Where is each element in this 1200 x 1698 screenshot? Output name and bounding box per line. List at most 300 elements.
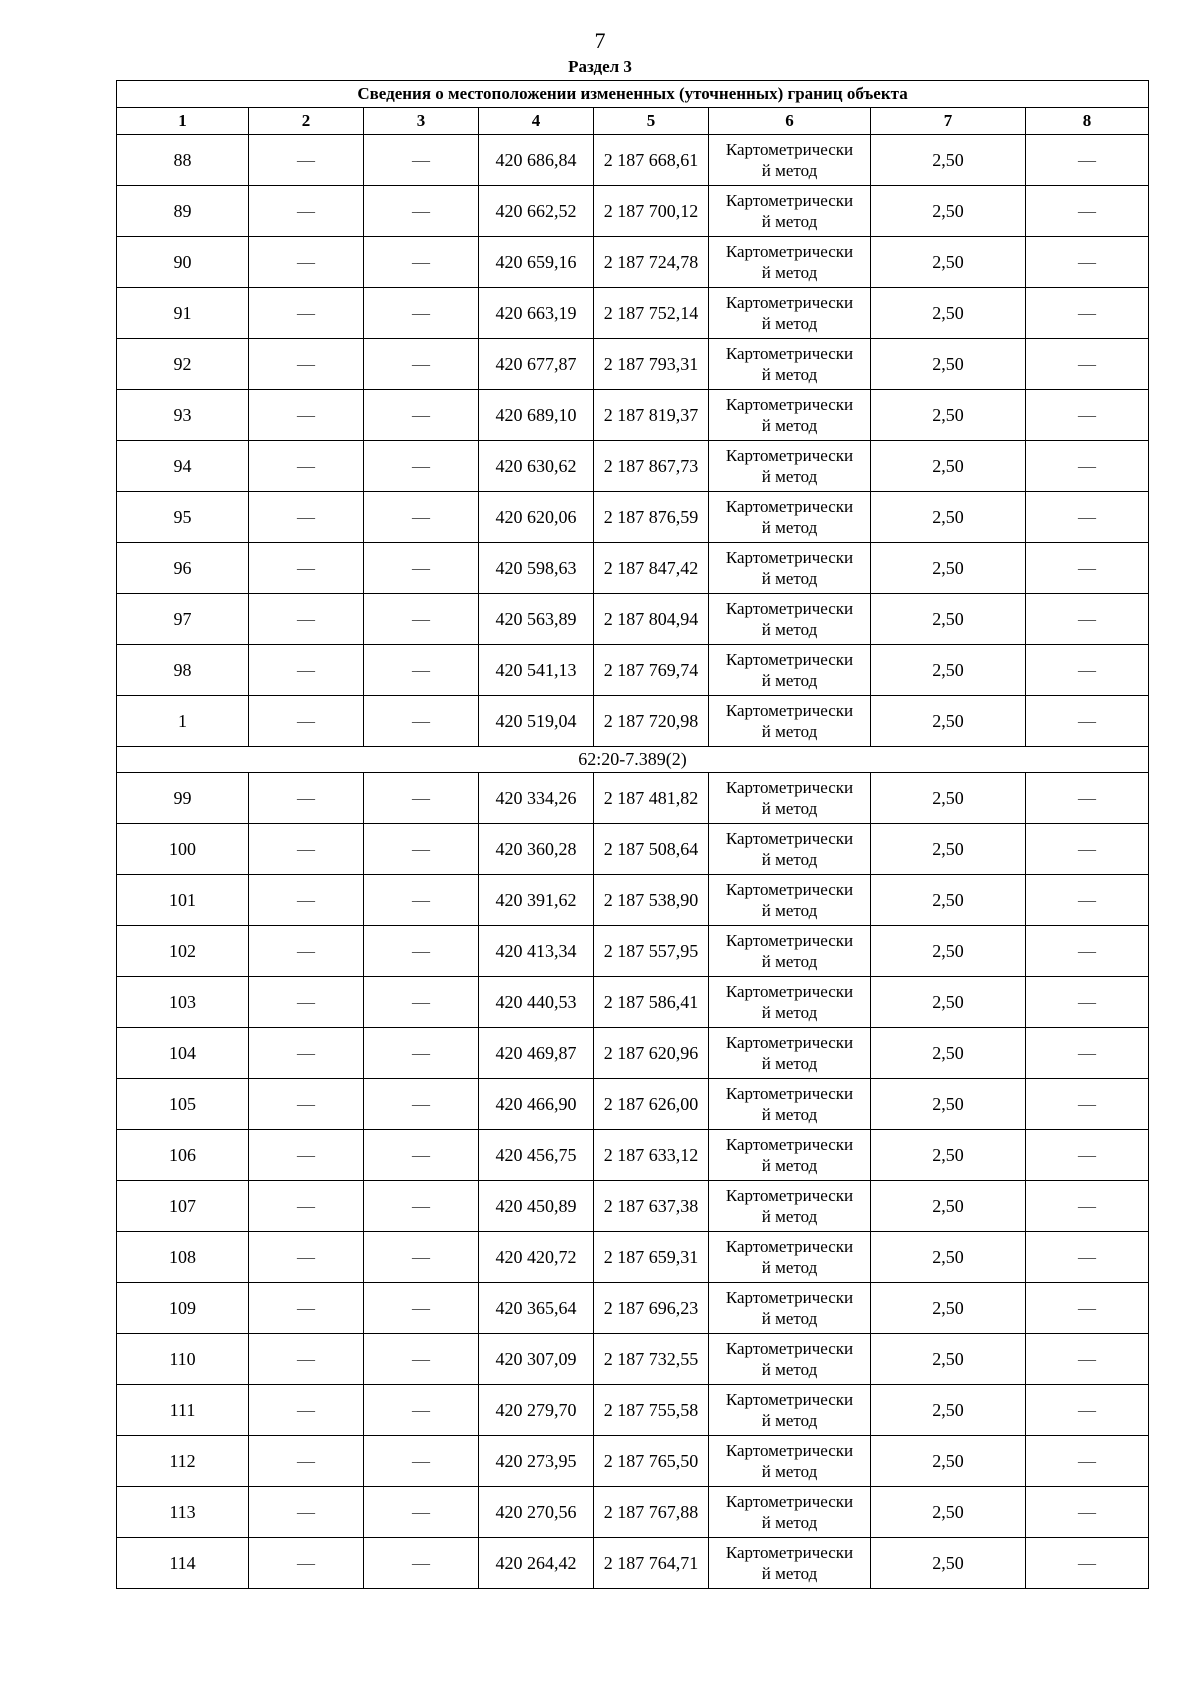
column-8-cell: — [1026, 926, 1149, 977]
column-3-cell: — [364, 186, 479, 237]
y-coordinate-cell: 2 187 696,23 [594, 1283, 709, 1334]
column-number: 6 [709, 108, 871, 135]
point-number-cell: 110 [117, 1334, 249, 1385]
y-coordinate-cell: 2 187 804,94 [594, 594, 709, 645]
column-3-cell: — [364, 492, 479, 543]
table-row [117, 186, 1149, 237]
column-3-cell: — [364, 288, 479, 339]
column-number: 5 [594, 108, 709, 135]
method-line-1: Картометрически [725, 446, 854, 465]
method-line-2: й метод [761, 365, 818, 384]
column-3-cell: — [364, 696, 479, 747]
method-cell [709, 645, 871, 696]
column-2-cell: — [249, 875, 364, 926]
x-coordinate-cell: 420 413,34 [479, 926, 594, 977]
column-8-cell: — [1026, 1028, 1149, 1079]
accuracy-cell: 2,50 [871, 237, 1026, 288]
column-number: 1 [117, 108, 249, 135]
column-2-cell: — [249, 1079, 364, 1130]
table-row [117, 1487, 1149, 1538]
column-3-cell: — [364, 1028, 479, 1079]
column-2-cell: — [249, 1538, 364, 1589]
y-coordinate-cell: 2 187 867,73 [594, 441, 709, 492]
point-number-cell: 93 [117, 390, 249, 441]
column-number: 8 [1026, 108, 1149, 135]
method-line-2: й метод [761, 1309, 818, 1328]
method-line-2: й метод [761, 1054, 818, 1073]
table-row [117, 696, 1149, 747]
column-3-cell: — [364, 1487, 479, 1538]
point-number-cell: 112 [117, 1436, 249, 1487]
method-line-2: й метод [761, 263, 818, 282]
point-number-cell: 105 [117, 1079, 249, 1130]
accuracy-cell: 2,50 [871, 1538, 1026, 1589]
method-cell [709, 339, 871, 390]
table-row [117, 1385, 1149, 1436]
column-8-cell: — [1026, 1079, 1149, 1130]
column-8-cell: — [1026, 135, 1149, 186]
accuracy-cell: 2,50 [871, 1487, 1026, 1538]
column-number: 4 [479, 108, 594, 135]
column-2-cell: — [249, 926, 364, 977]
column-3-cell: — [364, 977, 479, 1028]
method-cell [709, 390, 871, 441]
table-row [117, 543, 1149, 594]
accuracy-cell: 2,50 [871, 339, 1026, 390]
column-2-cell: — [249, 594, 364, 645]
method-cell [709, 1487, 871, 1538]
column-3-cell: — [364, 339, 479, 390]
x-coordinate-cell: 420 273,95 [479, 1436, 594, 1487]
method-line-1: Картометрически [725, 1441, 854, 1460]
x-coordinate-cell: 420 659,16 [479, 237, 594, 288]
column-3-cell: — [364, 594, 479, 645]
accuracy-cell: 2,50 [871, 441, 1026, 492]
point-number-cell: 94 [117, 441, 249, 492]
method-cell [709, 875, 871, 926]
column-8-cell: — [1026, 237, 1149, 288]
column-3-cell: — [364, 645, 479, 696]
table-row [117, 441, 1149, 492]
method-cell [709, 1385, 871, 1436]
column-3-cell: — [364, 1436, 479, 1487]
point-number-cell: 114 [117, 1538, 249, 1589]
column-3-cell: — [364, 926, 479, 977]
column-2-cell: — [249, 1130, 364, 1181]
table-row [117, 1130, 1149, 1181]
column-8-cell: — [1026, 1334, 1149, 1385]
column-2-cell: — [249, 441, 364, 492]
x-coordinate-cell: 420 519,04 [479, 696, 594, 747]
method-line-2: й метод [761, 1360, 818, 1379]
y-coordinate-cell: 2 187 793,31 [594, 339, 709, 390]
column-3-cell: — [364, 1538, 479, 1589]
x-coordinate-cell: 420 677,87 [479, 339, 594, 390]
y-coordinate-cell: 2 187 626,00 [594, 1079, 709, 1130]
method-line-2: й метод [761, 1411, 818, 1430]
column-3-cell: — [364, 135, 479, 186]
x-coordinate-cell: 420 630,62 [479, 441, 594, 492]
column-3-cell: — [364, 1079, 479, 1130]
group-label: 62:20-7.389(2) [117, 747, 1149, 773]
column-2-cell: — [249, 492, 364, 543]
column-8-cell: — [1026, 1181, 1149, 1232]
x-coordinate-cell: 420 466,90 [479, 1079, 594, 1130]
y-coordinate-cell: 2 187 659,31 [594, 1232, 709, 1283]
accuracy-cell: 2,50 [871, 875, 1026, 926]
column-2-cell: — [249, 186, 364, 237]
method-line-2: й метод [761, 161, 818, 180]
point-number-cell: 106 [117, 1130, 249, 1181]
method-line-1: Картометрически [725, 880, 854, 899]
column-8-cell: — [1026, 645, 1149, 696]
y-coordinate-cell: 2 187 586,41 [594, 977, 709, 1028]
accuracy-cell: 2,50 [871, 186, 1026, 237]
point-number-cell: 89 [117, 186, 249, 237]
y-coordinate-cell: 2 187 765,50 [594, 1436, 709, 1487]
method-line-2: й метод [761, 722, 818, 741]
method-cell [709, 1028, 871, 1079]
column-8-cell: — [1026, 1385, 1149, 1436]
method-line-1: Картометрически [725, 599, 854, 618]
column-8-cell: — [1026, 390, 1149, 441]
x-coordinate-cell: 420 450,89 [479, 1181, 594, 1232]
method-line-2: й метод [761, 1513, 818, 1532]
accuracy-cell: 2,50 [871, 594, 1026, 645]
y-coordinate-cell: 2 187 508,64 [594, 824, 709, 875]
table-body-part1 [117, 135, 1149, 747]
column-8-cell: — [1026, 1487, 1149, 1538]
accuracy-cell: 2,50 [871, 1028, 1026, 1079]
column-number: 2 [249, 108, 364, 135]
column-3-cell: — [364, 1385, 479, 1436]
method-cell [709, 1079, 871, 1130]
x-coordinate-cell: 420 279,70 [479, 1385, 594, 1436]
method-cell [709, 696, 871, 747]
method-line-1: Картометрически [725, 1339, 854, 1358]
method-line-2: й метод [761, 1105, 818, 1124]
table-row [117, 1334, 1149, 1385]
x-coordinate-cell: 420 420,72 [479, 1232, 594, 1283]
x-coordinate-cell: 420 334,26 [479, 773, 594, 824]
accuracy-cell: 2,50 [871, 926, 1026, 977]
y-coordinate-cell: 2 187 819,37 [594, 390, 709, 441]
method-line-1: Картометрически [725, 1390, 854, 1409]
column-2-cell: — [249, 1334, 364, 1385]
x-coordinate-cell: 420 469,87 [479, 1028, 594, 1079]
boundary-coordinates-table [116, 80, 1149, 1589]
method-line-1: Картометрически [725, 778, 854, 797]
accuracy-cell: 2,50 [871, 824, 1026, 875]
table-row [117, 135, 1149, 186]
column-8-cell: — [1026, 492, 1149, 543]
column-3-cell: — [364, 1130, 479, 1181]
table-row [117, 875, 1149, 926]
column-8-cell: — [1026, 875, 1149, 926]
column-3-cell: — [364, 824, 479, 875]
column-2-cell: — [249, 1487, 364, 1538]
accuracy-cell: 2,50 [871, 696, 1026, 747]
table-row [117, 645, 1149, 696]
method-line-2: й метод [761, 1564, 818, 1583]
table-row [117, 492, 1149, 543]
method-line-1: Картометрически [725, 982, 854, 1001]
accuracy-cell: 2,50 [871, 977, 1026, 1028]
accuracy-cell: 2,50 [871, 543, 1026, 594]
table-row [117, 773, 1149, 824]
x-coordinate-cell: 420 307,09 [479, 1334, 594, 1385]
table-row [117, 1181, 1149, 1232]
y-coordinate-cell: 2 187 481,82 [594, 773, 709, 824]
column-8-cell: — [1026, 696, 1149, 747]
column-8-cell: — [1026, 1538, 1149, 1589]
column-2-cell: — [249, 237, 364, 288]
table-row [117, 237, 1149, 288]
column-8-cell: — [1026, 1130, 1149, 1181]
method-line-1: Картометрически [725, 140, 854, 159]
method-line-2: й метод [761, 671, 818, 690]
y-coordinate-cell: 2 187 633,12 [594, 1130, 709, 1181]
x-coordinate-cell: 420 365,64 [479, 1283, 594, 1334]
method-line-1: Картометрически [725, 344, 854, 363]
x-coordinate-cell: 420 456,75 [479, 1130, 594, 1181]
table-row [117, 339, 1149, 390]
point-number-cell: 103 [117, 977, 249, 1028]
method-cell [709, 1334, 871, 1385]
accuracy-cell: 2,50 [871, 1385, 1026, 1436]
table-title: Сведения о местоположении измененных (уточненных) границ объекта [117, 81, 1149, 108]
y-coordinate-cell: 2 187 847,42 [594, 543, 709, 594]
point-number-cell: 100 [117, 824, 249, 875]
method-cell [709, 1538, 871, 1589]
x-coordinate-cell: 420 662,52 [479, 186, 594, 237]
method-line-2: й метод [761, 518, 818, 537]
column-2-cell: — [249, 390, 364, 441]
column-2-cell: — [249, 135, 364, 186]
table-row [117, 1079, 1149, 1130]
method-cell [709, 441, 871, 492]
method-line-1: Картометрически [725, 548, 854, 567]
column-3-cell: — [364, 237, 479, 288]
y-coordinate-cell: 2 187 620,96 [594, 1028, 709, 1079]
table-row [117, 1232, 1149, 1283]
accuracy-cell: 2,50 [871, 1130, 1026, 1181]
column-8-cell: — [1026, 773, 1149, 824]
x-coordinate-cell: 420 620,06 [479, 492, 594, 543]
method-cell [709, 1181, 871, 1232]
method-line-1: Картометрически [725, 650, 854, 669]
y-coordinate-cell: 2 187 637,38 [594, 1181, 709, 1232]
method-cell [709, 288, 871, 339]
column-8-cell: — [1026, 339, 1149, 390]
method-line-1: Картометрически [725, 1288, 854, 1307]
y-coordinate-cell: 2 187 876,59 [594, 492, 709, 543]
table-body-part2 [117, 773, 1149, 1589]
method-cell [709, 1130, 871, 1181]
method-line-1: Картометрически [725, 931, 854, 950]
point-number-cell: 108 [117, 1232, 249, 1283]
method-cell [709, 824, 871, 875]
method-line-2: й метод [761, 416, 818, 435]
method-cell [709, 926, 871, 977]
method-cell [709, 543, 871, 594]
point-number-cell: 104 [117, 1028, 249, 1079]
y-coordinate-cell: 2 187 538,90 [594, 875, 709, 926]
column-8-cell: — [1026, 186, 1149, 237]
column-8-cell: — [1026, 1436, 1149, 1487]
method-line-1: Картометрически [725, 829, 854, 848]
x-coordinate-cell: 420 360,28 [479, 824, 594, 875]
y-coordinate-cell: 2 187 752,14 [594, 288, 709, 339]
method-line-1: Картометрически [725, 701, 854, 720]
method-line-1: Картометрически [725, 1492, 854, 1511]
x-coordinate-cell: 420 270,56 [479, 1487, 594, 1538]
method-line-2: й метод [761, 952, 818, 971]
point-number-cell: 90 [117, 237, 249, 288]
accuracy-cell: 2,50 [871, 1181, 1026, 1232]
column-8-cell: — [1026, 1283, 1149, 1334]
method-cell [709, 594, 871, 645]
accuracy-cell: 2,50 [871, 1232, 1026, 1283]
method-line-1: Картометрически [725, 1186, 854, 1205]
point-number-cell: 92 [117, 339, 249, 390]
column-2-cell: — [249, 1385, 364, 1436]
x-coordinate-cell: 420 663,19 [479, 288, 594, 339]
point-number-cell: 1 [117, 696, 249, 747]
method-line-1: Картометрически [725, 395, 854, 414]
accuracy-cell: 2,50 [871, 773, 1026, 824]
table-row [117, 594, 1149, 645]
point-number-cell: 95 [117, 492, 249, 543]
column-8-cell: — [1026, 977, 1149, 1028]
y-coordinate-cell: 2 187 668,61 [594, 135, 709, 186]
point-number-cell: 102 [117, 926, 249, 977]
column-3-cell: — [364, 543, 479, 594]
method-line-1: Картометрически [725, 1084, 854, 1103]
method-line-2: й метод [761, 850, 818, 869]
column-3-cell: — [364, 1181, 479, 1232]
method-line-2: й метод [761, 569, 818, 588]
point-number-cell: 109 [117, 1283, 249, 1334]
accuracy-cell: 2,50 [871, 1334, 1026, 1385]
method-line-2: й метод [761, 799, 818, 818]
accuracy-cell: 2,50 [871, 492, 1026, 543]
section-title: Раздел 3 [568, 57, 632, 76]
y-coordinate-cell: 2 187 720,98 [594, 696, 709, 747]
column-8-cell: — [1026, 824, 1149, 875]
column-8-cell: — [1026, 288, 1149, 339]
column-2-cell: — [249, 696, 364, 747]
column-2-cell: — [249, 1028, 364, 1079]
column-2-cell: — [249, 1436, 364, 1487]
method-cell [709, 492, 871, 543]
x-coordinate-cell: 420 686,84 [479, 135, 594, 186]
method-line-1: Картометрически [725, 1237, 854, 1256]
accuracy-cell: 2,50 [871, 1436, 1026, 1487]
accuracy-cell: 2,50 [871, 1079, 1026, 1130]
y-coordinate-cell: 2 187 724,78 [594, 237, 709, 288]
table-row [117, 1436, 1149, 1487]
method-line-1: Картометрически [725, 293, 854, 312]
point-number-cell: 98 [117, 645, 249, 696]
column-3-cell: — [364, 390, 479, 441]
method-line-2: й метод [761, 1258, 818, 1277]
method-cell [709, 1436, 871, 1487]
column-2-cell: — [249, 1232, 364, 1283]
column-2-cell: — [249, 977, 364, 1028]
column-8-cell: — [1026, 594, 1149, 645]
column-2-cell: — [249, 543, 364, 594]
point-number-cell: 91 [117, 288, 249, 339]
method-line-1: Картометрически [725, 242, 854, 261]
method-line-2: й метод [761, 901, 818, 920]
point-number-cell: 97 [117, 594, 249, 645]
point-number-cell: 107 [117, 1181, 249, 1232]
column-2-cell: — [249, 339, 364, 390]
table-title-row [117, 81, 1149, 108]
column-2-cell: — [249, 288, 364, 339]
point-number-cell: 96 [117, 543, 249, 594]
method-line-1: Картометрически [725, 1135, 854, 1154]
method-cell [709, 1232, 871, 1283]
method-line-2: й метод [761, 1156, 818, 1175]
table-row [117, 824, 1149, 875]
column-3-cell: — [364, 1232, 479, 1283]
method-cell [709, 773, 871, 824]
column-2-cell: — [249, 824, 364, 875]
x-coordinate-cell: 420 440,53 [479, 977, 594, 1028]
column-2-cell: — [249, 773, 364, 824]
y-coordinate-cell: 2 187 557,95 [594, 926, 709, 977]
method-cell [709, 237, 871, 288]
x-coordinate-cell: 420 391,62 [479, 875, 594, 926]
column-number: 7 [871, 108, 1026, 135]
x-coordinate-cell: 420 598,63 [479, 543, 594, 594]
page-number: 7 [594, 28, 606, 53]
method-cell [709, 135, 871, 186]
y-coordinate-cell: 2 187 769,74 [594, 645, 709, 696]
x-coordinate-cell: 420 689,10 [479, 390, 594, 441]
x-coordinate-cell: 420 541,13 [479, 645, 594, 696]
y-coordinate-cell: 2 187 764,71 [594, 1538, 709, 1589]
method-line-2: й метод [761, 212, 818, 231]
table-row [117, 926, 1149, 977]
accuracy-cell: 2,50 [871, 288, 1026, 339]
method-line-2: й метод [761, 467, 818, 486]
column-3-cell: — [364, 773, 479, 824]
column-number-row [117, 108, 1149, 135]
method-line-1: Картометрически [725, 1033, 854, 1052]
table-row [117, 1283, 1149, 1334]
point-number-cell: 101 [117, 875, 249, 926]
column-2-cell: — [249, 1181, 364, 1232]
x-coordinate-cell: 420 264,42 [479, 1538, 594, 1589]
method-line-1: Картометрически [725, 191, 854, 210]
group-section [117, 747, 1149, 773]
accuracy-cell: 2,50 [871, 1283, 1026, 1334]
method-cell [709, 186, 871, 237]
method-line-2: й метод [761, 620, 818, 639]
column-number: 3 [364, 108, 479, 135]
method-cell [709, 1283, 871, 1334]
method-line-2: й метод [761, 1207, 818, 1226]
accuracy-cell: 2,50 [871, 135, 1026, 186]
point-number-cell: 113 [117, 1487, 249, 1538]
table-row [117, 977, 1149, 1028]
table-row [117, 288, 1149, 339]
column-8-cell: — [1026, 441, 1149, 492]
method-line-2: й метод [761, 314, 818, 333]
